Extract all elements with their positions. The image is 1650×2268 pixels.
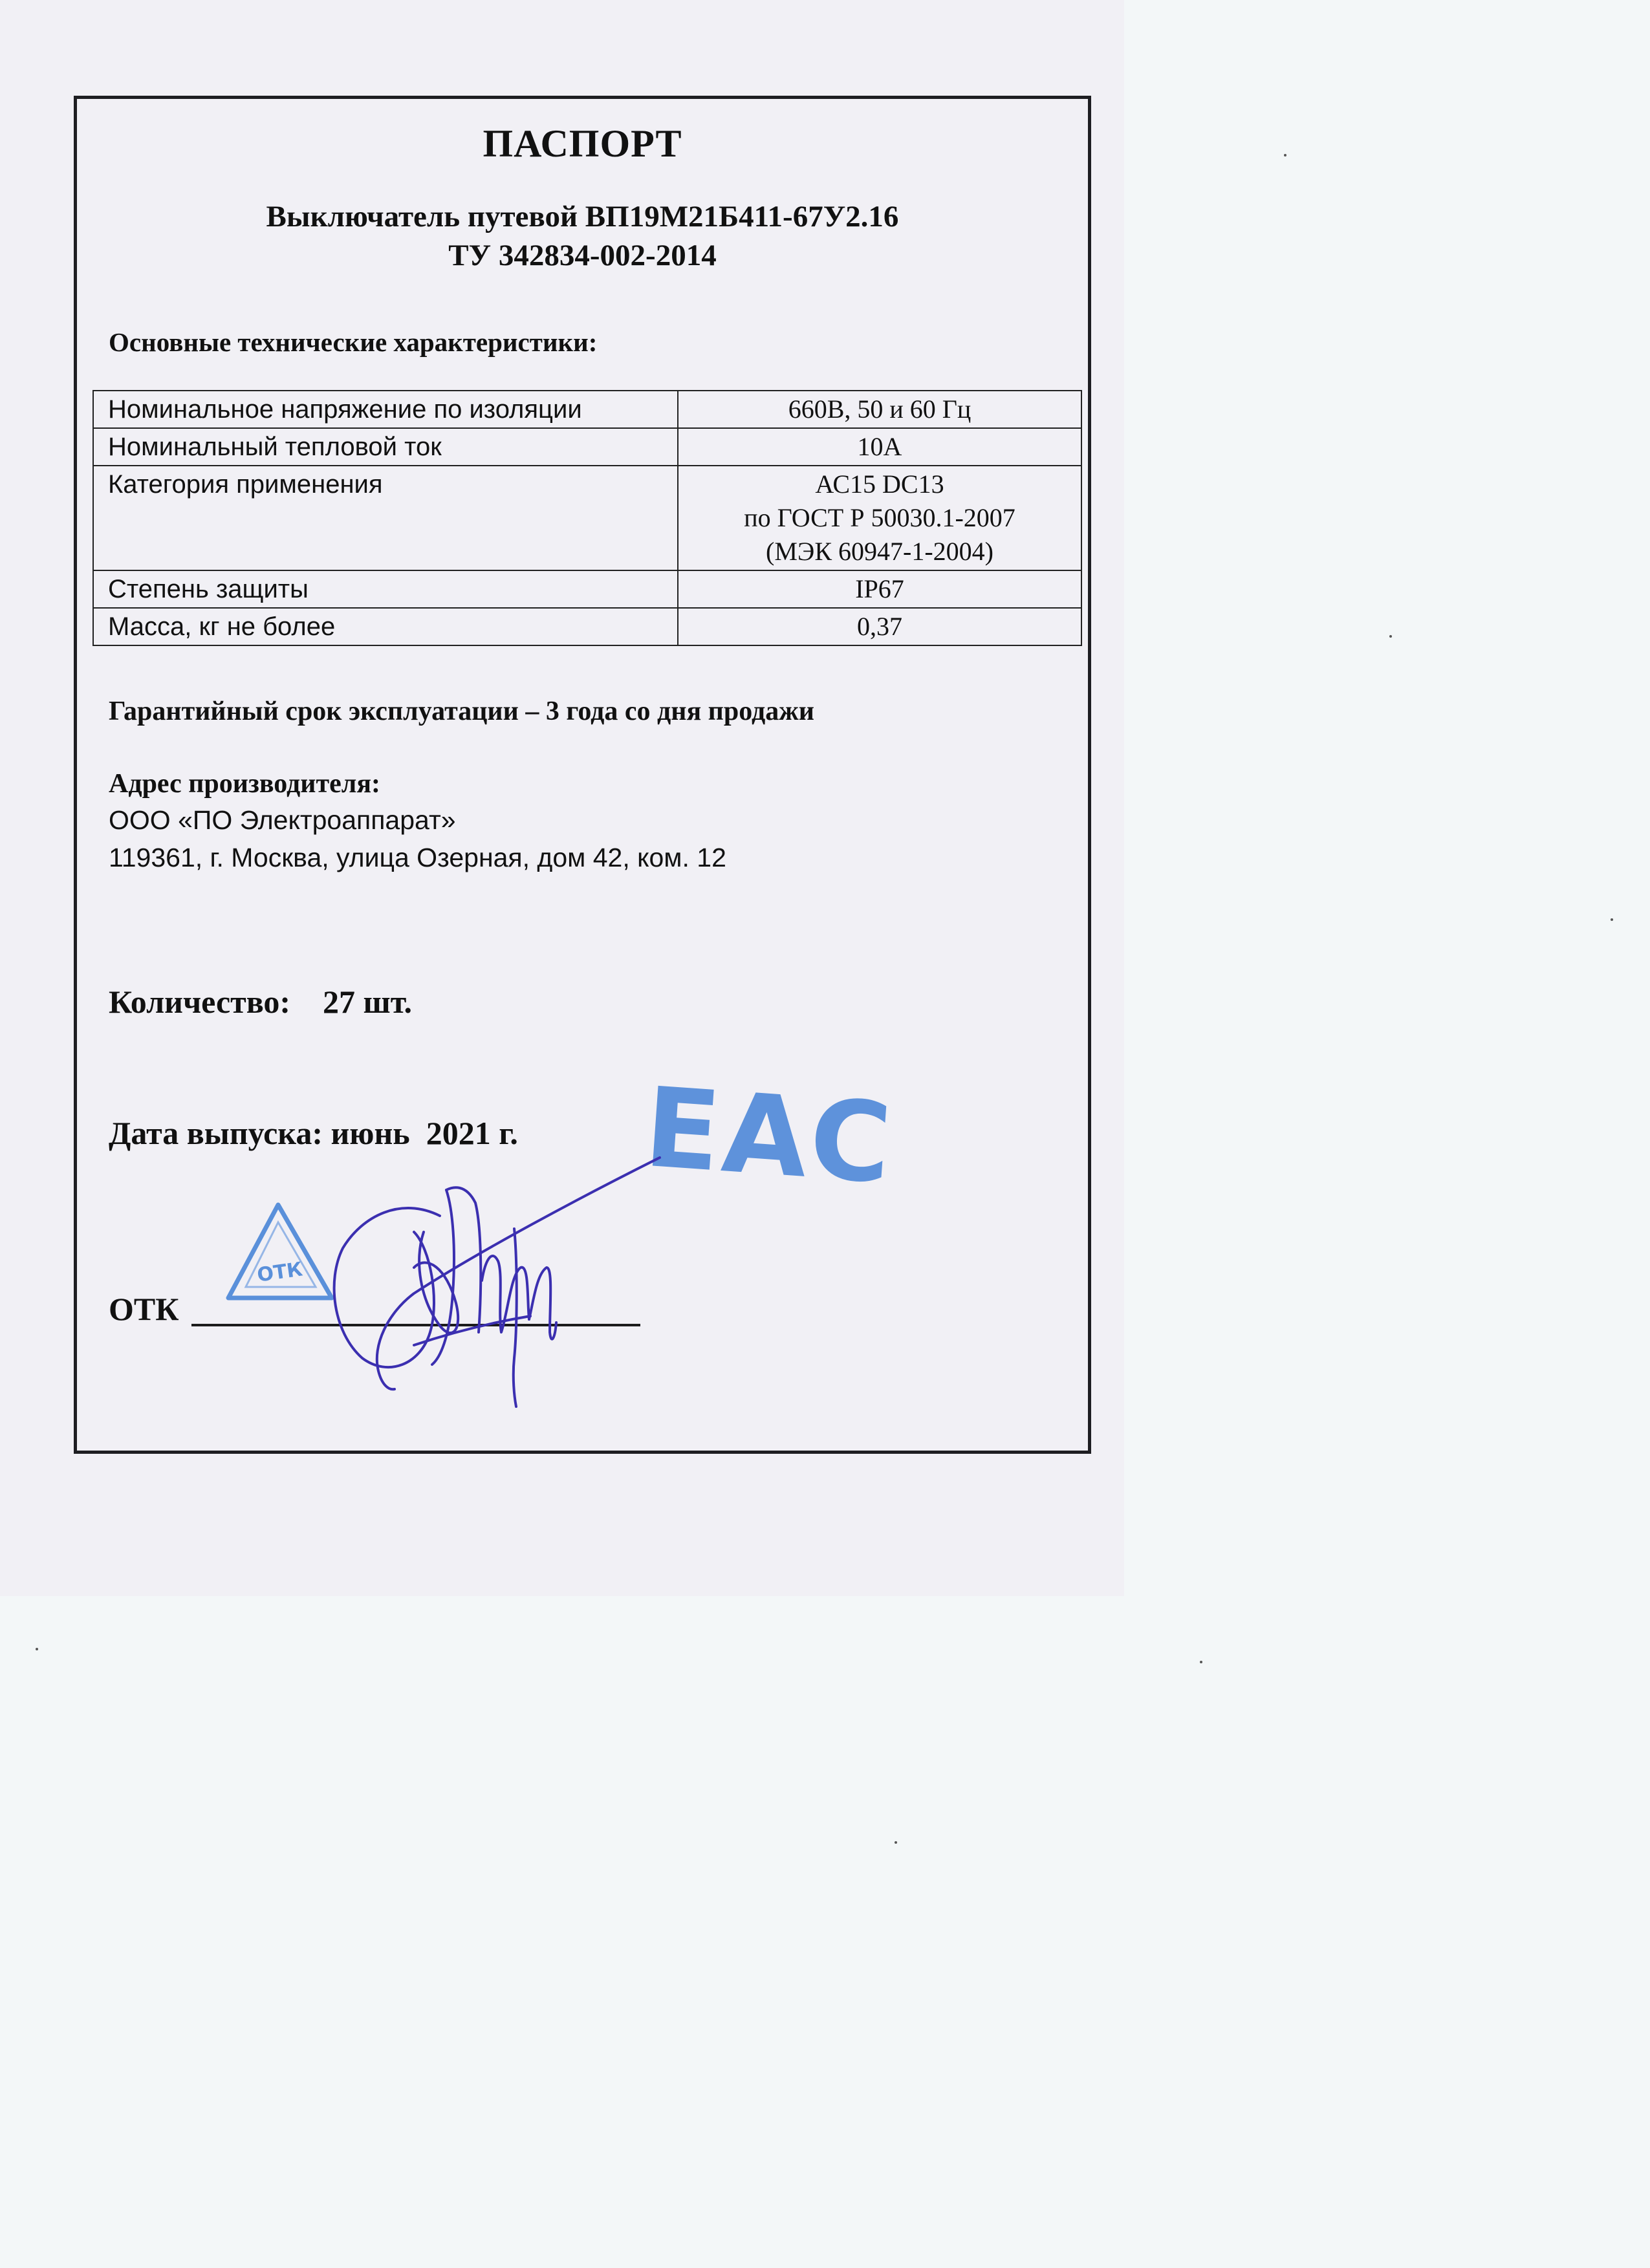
specs-heading: Основные технические характеристики: xyxy=(109,327,598,357)
quantity: Количество: 27 шт. xyxy=(109,984,413,1020)
spec-value-line: 10А xyxy=(857,432,902,461)
otk-stamp-text: ОТК xyxy=(255,1258,304,1287)
scan-speck xyxy=(1389,635,1392,638)
technical-standard: ТУ 342834-002-2014 xyxy=(448,239,717,272)
manufacturer-address: 119361, г. Москва, улица Озерная, дом 42, ком. 12 xyxy=(109,843,726,872)
scan-speck xyxy=(1284,154,1286,157)
spec-parameter: Степень защиты xyxy=(93,570,678,608)
spec-parameter: Масса, кг не более xyxy=(93,608,678,645)
eac-mark-text: EAC xyxy=(640,1063,898,1209)
manufacturer-name: ООО «ПО Электроаппарат» xyxy=(109,805,456,835)
signature xyxy=(334,1158,660,1407)
spec-value-line: 660В, 50 и 60 Гц xyxy=(788,394,972,424)
eac-mark xyxy=(640,1064,897,1209)
product-name: Выключатель путевой ВП19М21Б411-67У2.16 xyxy=(266,200,899,233)
spec-value-line: по ГОСТ Р 50030.1-2007 xyxy=(744,503,1015,532)
scan-speck xyxy=(36,1648,38,1650)
document-title: ПАСПОРТ xyxy=(483,122,682,165)
spec-value-line: АС15 DC13 xyxy=(815,470,944,499)
otk-label: ОТК xyxy=(109,1291,179,1327)
otk-stamp xyxy=(228,1205,332,1298)
spec-parameter: Категория применения xyxy=(93,466,678,570)
spec-value-line: IP67 xyxy=(855,574,904,603)
spec-parameter: Номинальное напряжение по изоляции xyxy=(93,391,678,428)
scan-speck xyxy=(895,1841,897,1844)
spec-value-line: 0,37 xyxy=(857,612,902,641)
release-date: Дата выпуска: июнь 2021 г. xyxy=(109,1115,518,1151)
spec-value-line: (МЭК 60947-1-2004) xyxy=(766,537,993,566)
warranty-text: Гарантийный срок эксплуатации – 3 года со дня продажи xyxy=(109,697,814,726)
scan-speck xyxy=(1200,1661,1202,1663)
scan-speck xyxy=(1611,918,1613,921)
spec-parameter: Номинальный тепловой ток xyxy=(93,428,678,466)
manufacturer-heading: Адрес производителя: xyxy=(109,769,381,799)
